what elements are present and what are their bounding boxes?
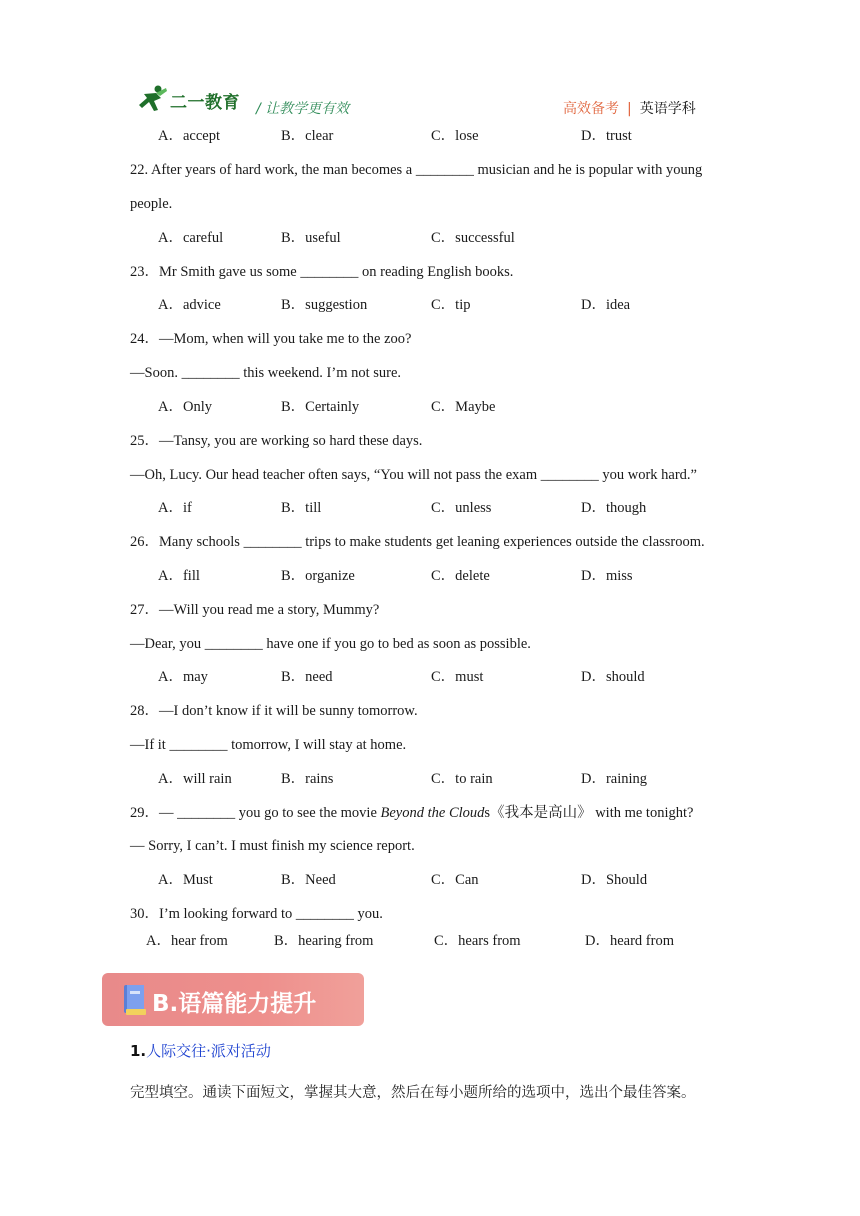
option-c: C．hears from	[434, 933, 521, 949]
q21-options	[0, 127, 860, 145]
q27-line-2: —Dear, you ________ have one if you go to bed as soon as possible.	[130, 636, 531, 652]
running-man-icon	[136, 84, 170, 114]
q28-line-1: 28．—I don’t know if it will be sunny tomorrow.	[130, 703, 418, 719]
q22-options	[0, 229, 860, 247]
q28-options	[0, 770, 860, 788]
option-a: A．hear from	[146, 933, 228, 949]
book-icon	[122, 983, 148, 1017]
option-c: C．must	[431, 669, 484, 685]
option-b: B．Certainly	[281, 399, 360, 415]
option-b: B．hearing from	[274, 933, 374, 949]
q22-line-2: people.	[130, 196, 173, 212]
subsection-heading: 1.人际交往·派对活动	[130, 1042, 271, 1060]
q29-line-2: — Sorry, I can’t. I must finish my science report.	[130, 838, 415, 854]
q24-line-1: 24．—Mom, when will you take me to the zoo?	[130, 331, 412, 347]
option-c: C．Can	[431, 872, 479, 888]
q30-line-1: 30．I’m looking forward to ________ you.	[130, 906, 383, 922]
option-d: D．should	[581, 669, 645, 685]
option-d: D．heard from	[585, 933, 674, 949]
option-b: B．rains	[281, 771, 334, 787]
option-d: D．Should	[581, 872, 648, 888]
q28-line-2: —If it ________ tomorrow, I will stay at home.	[130, 737, 407, 753]
section-title: B.语篇能力提升	[152, 991, 317, 1017]
q26-line-1: 26．Many schools ________ trips to make students get leaning experiences outside the classroom.	[130, 534, 705, 550]
option-b: B．suggestion	[281, 297, 368, 313]
option-d: D．idea	[581, 297, 631, 313]
option-c: C．lose	[431, 128, 479, 144]
option-c: C．tip	[431, 297, 471, 313]
option-d: D．raining	[581, 771, 648, 787]
option-a: A．Must	[158, 872, 213, 888]
option-a: A．may	[158, 669, 208, 685]
option-b: B．useful	[281, 230, 341, 246]
q23-options	[0, 296, 860, 314]
q26-options	[0, 567, 860, 585]
option-d: D．though	[581, 500, 647, 516]
q25-line-1: 25．—Tansy, you are working so hard these days.	[130, 433, 423, 449]
q25-line-2: —Oh, Lucy. Our head teacher often says, “You will not pass the exam ________ you work hard.”	[130, 467, 697, 483]
q27-options	[0, 668, 860, 686]
logo	[136, 84, 246, 114]
option-b: B．clear	[281, 128, 334, 144]
option-c: C．Maybe	[431, 399, 496, 415]
q23-line-1: 23．Mr Smith gave us some ________ on reading English books.	[130, 264, 514, 280]
option-b: B．organize	[281, 568, 355, 584]
section-banner	[102, 973, 364, 1026]
option-a: A．will rain	[158, 771, 232, 787]
option-d: D．trust	[581, 128, 632, 144]
page-header	[0, 84, 860, 124]
q30-options	[0, 932, 860, 950]
q27-line-1: 27．—Will you read me a story, Mummy?	[130, 602, 380, 618]
q25-options	[0, 499, 860, 517]
option-c: C．successful	[431, 230, 515, 246]
option-a: A．accept	[158, 128, 220, 144]
option-c: C．unless	[431, 500, 492, 516]
option-c: C．to rain	[431, 771, 493, 787]
option-a: A．advice	[158, 297, 221, 313]
option-b: B．need	[281, 669, 333, 685]
logo-text: 二一教育	[170, 93, 240, 113]
instruction-text: 完型填空。通读下面短文，掌握其大意，然后在每小题所给的选项中，选出个最佳答案。	[130, 1085, 696, 1101]
header-slogan: / 让教学更有效	[256, 101, 350, 117]
q22-line-1: 22. After years of hard work, the man becomes a ________ musician and he is popular with young	[130, 162, 703, 178]
q29-line-1: 29．— ________ you go to see the movie Beyond the Clouds《我本是高山》 with me tonight?	[130, 805, 694, 821]
header-subject: 高效备考 | 英语学科	[563, 101, 696, 117]
option-b: B．Need	[281, 872, 336, 888]
option-a: A．fill	[158, 568, 200, 584]
option-b: B．till	[281, 500, 322, 516]
option-d: D．miss	[581, 568, 633, 584]
q24-options	[0, 398, 860, 416]
option-a: A．if	[158, 500, 192, 516]
option-c: C．delete	[431, 568, 490, 584]
q29-options	[0, 871, 860, 889]
option-a: A．Only	[158, 399, 212, 415]
option-a: A．careful	[158, 230, 224, 246]
q24-line-2: —Soon. ________ this weekend. I’m not sure.	[130, 365, 402, 381]
